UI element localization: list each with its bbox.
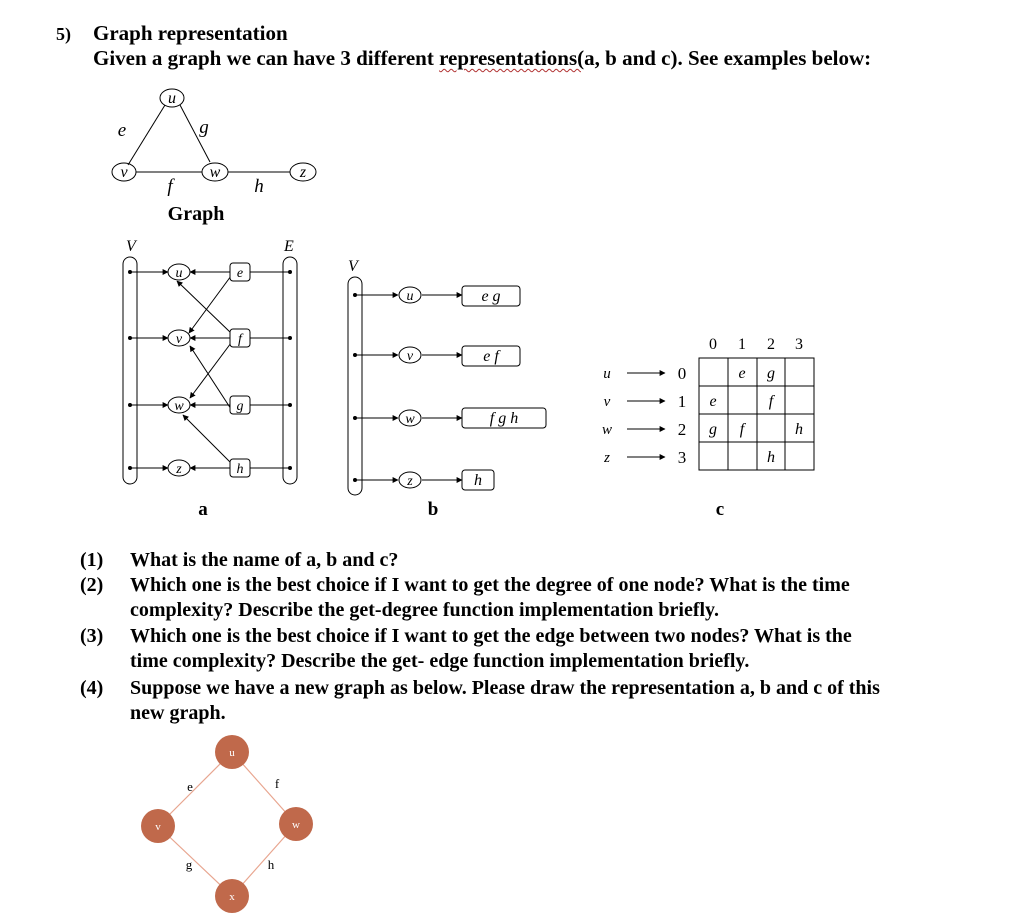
rep-c-cell-2-1: f <box>739 421 745 438</box>
rep-c-cell-2-3: h <box>795 421 803 438</box>
question-1-number: (1) <box>80 549 104 571</box>
new-node-v: v <box>155 821 161 833</box>
graph-caption: Graph <box>167 203 225 225</box>
rep-c-cell-3-2: h <box>767 449 775 466</box>
rep-a-diagram <box>110 235 315 520</box>
rep-c-node-v: v <box>603 394 611 410</box>
rep-a-edge-g: g <box>236 399 244 414</box>
rep-c-diagram <box>585 330 830 520</box>
question-3 <box>80 624 1000 674</box>
rep-c-cell-0-2: g <box>767 365 775 382</box>
rep-a-node-z: z <box>176 462 182 477</box>
rep-c-cell-2-0: g <box>709 421 717 438</box>
intro-underlined: representations( <box>439 46 585 70</box>
rep-c-cell-1-0: e <box>709 393 717 410</box>
graph-node-v: v <box>120 164 128 181</box>
rep-b-node-z: z <box>407 474 413 489</box>
rep-b-list-w-text: f g h <box>489 410 519 427</box>
question-2-number: (2) <box>80 574 104 596</box>
question-3-number: (3) <box>80 625 104 647</box>
rep-c-col-1: 1 <box>738 336 746 353</box>
question-1 <box>80 548 1000 573</box>
rep-b-vertex-header: V <box>348 258 358 275</box>
rep-b-list-z-text: h <box>474 472 482 489</box>
question-4-line-1: Suppose we have a new graph as below. Please draw the representation a, b and c of this <box>130 677 880 699</box>
rep-a-vertex-array <box>123 257 137 484</box>
rep-a-node-u: u <box>175 266 183 281</box>
new-node-u: u <box>229 747 235 759</box>
rep-b-node-w: w <box>405 412 415 427</box>
rep-c-caption: c <box>715 499 725 520</box>
rep-c-index-3: 3 <box>677 448 687 467</box>
new-edge-e: e <box>187 779 193 794</box>
questions-list <box>80 548 1000 733</box>
rep-a-caption: a <box>198 499 208 520</box>
question-2 <box>80 573 1000 623</box>
question-1-line-1: What is the name of a, b and c? <box>130 549 399 571</box>
rep-c-node-z: z <box>604 450 610 466</box>
new-graph <box>140 730 330 920</box>
problem-title: Graph representation <box>93 21 288 45</box>
rep-b-node-v: v <box>406 349 414 364</box>
rep-a-edge-h: h <box>236 462 244 477</box>
rep-c-cell-1-2: f <box>768 393 774 410</box>
graph-node-z: z <box>299 164 307 181</box>
rep-c-col-0: 0 <box>709 336 717 353</box>
example-graph <box>100 80 340 230</box>
problem-intro <box>93 46 871 71</box>
question-4-line-2: new graph. <box>130 702 226 724</box>
rep-c-node-u: u <box>603 366 611 382</box>
new-node-x: x <box>229 891 235 903</box>
graph-node-w: w <box>209 164 221 181</box>
new-edge-g: g <box>185 857 193 872</box>
rep-c-index-2: 2 <box>677 420 687 439</box>
graph-node-u: u <box>168 90 176 107</box>
rep-a-edge-header: E <box>284 238 294 255</box>
rep-a-edge-array <box>283 257 297 484</box>
rep-c-index-0: 0 <box>677 364 687 383</box>
new-edge-h: h <box>267 857 275 872</box>
graph-edge-e: e <box>117 120 127 141</box>
graph-edge-g: g <box>199 117 209 138</box>
rep-c-col-2: 2 <box>767 336 775 353</box>
new-edge-f: f <box>274 776 280 791</box>
rep-b-list-u-text: e g <box>481 288 501 305</box>
rep-a-node-v: v <box>175 332 183 347</box>
rep-c-col-3: 3 <box>795 336 803 353</box>
rep-c-cell-0-1: e <box>738 365 746 382</box>
question-4-number: (4) <box>80 677 104 699</box>
rep-a-edge-e: e <box>236 266 244 281</box>
rep-b-node-u: u <box>406 289 414 304</box>
rep-b-list-v-text: e f <box>483 348 499 365</box>
rep-a-edge-f: f <box>238 332 242 347</box>
question-3-line-2: time complexity? Describe the get- edge function implementation briefly. <box>130 650 750 672</box>
intro-suffix: a, b and c). See examples below: <box>584 46 872 70</box>
rep-a-node-w: w <box>174 399 184 414</box>
rep-c-node-w: w <box>601 422 613 438</box>
rep-b-vertex-array <box>348 277 362 495</box>
rep-a-vertex-header: V <box>126 238 136 255</box>
rep-c-matrix-grid <box>699 358 814 470</box>
edge-line-e <box>128 105 165 165</box>
graph-edge-f: f <box>167 176 173 197</box>
question-2-line-2: complexity? Describe the get-degree function implementation briefly. <box>130 599 719 621</box>
rep-b-caption: b <box>427 499 439 520</box>
problem-number: 5) <box>56 24 71 44</box>
rep-b-diagram <box>340 255 570 520</box>
question-3-line-1: Which one is the best choice if I want to get the edge between two nodes? What is the <box>130 625 852 647</box>
rep-c-index-1: 1 <box>677 392 687 411</box>
new-node-w: w <box>292 819 300 831</box>
graph-edge-h: h <box>254 176 264 197</box>
question-4 <box>80 676 1000 726</box>
intro-prefix: Given a graph we can have 3 different <box>93 46 440 70</box>
question-2-line-1: Which one is the best choice if I want to get the degree of one node? What is the time <box>130 574 850 596</box>
